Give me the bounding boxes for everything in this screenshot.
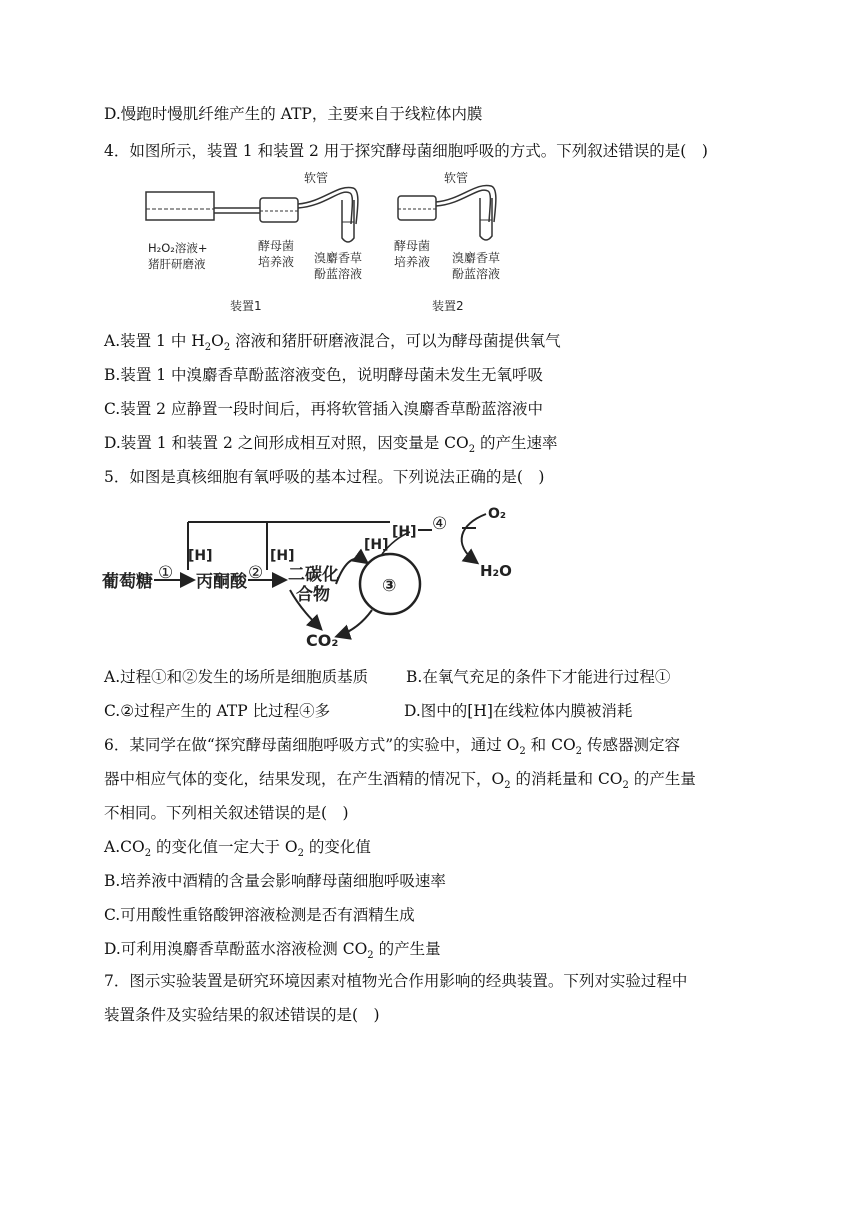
- glucose-label: 葡萄糖: [102, 572, 153, 592]
- q7-stem-line-1: 7．图示实验装置是研究环境因素对植物光合作用影响的经典装置。下列对实验过程中: [104, 972, 688, 990]
- h2o2-label-b: 猪肝研磨液: [148, 257, 206, 271]
- q3-option-d: D.慢跑时慢肌纤维产生的 ATP，主要来自于线粒体内膜: [104, 105, 483, 123]
- btb-2-label-b: 酚蓝溶液: [452, 267, 501, 281]
- c2-label-a: 二碳化: [288, 565, 339, 585]
- device-1-label: 装置1: [230, 299, 262, 313]
- step-1-label: ①: [158, 563, 174, 583]
- q4-option-a: A.装置 1 中 $H_2O_2$ 溶液和猪肝研磨液混合，可以为酵母菌提供氧气: [104, 332, 561, 354]
- q5-stem: 5．如图是真核细胞有氧呼吸的基本过程。下列说法正确的是( ): [104, 468, 545, 486]
- q6-option-c: C.可用酸性重铬酸钾溶液检测是否有酒精生成: [104, 906, 415, 924]
- q5-option-a: A.过程①和②发生的场所是细胞质基质: [104, 668, 369, 686]
- c2-label-b: 合物: [296, 585, 330, 605]
- q5-option-d: D.图中的[H]在线粒体内膜被消耗: [404, 702, 633, 720]
- yeast-2-label-b: 培养液: [394, 255, 431, 269]
- q6-stem-line-3: 不相同。下列相关叙述错误的是( ): [104, 804, 349, 822]
- arrow-o2-to-h2o: [462, 514, 486, 562]
- q6-option-d: D.可利用溴麝香草酚蓝水溶液检测 $CO_2$ 的产生量: [104, 940, 441, 962]
- hose-2-label: 软管: [444, 171, 469, 185]
- q4-figure: [138, 166, 528, 318]
- q4-stem: 4．如图所示，装置 1 和装置 2 用于探究酵母菌细胞呼吸的方式。下列叙述错误的是( ): [104, 142, 708, 160]
- q5-option-c: C.②过程产生的 ATP 比过程④多: [104, 702, 331, 720]
- q5-figure: [100, 498, 530, 656]
- yeast-2-label-a: 酵母菌: [394, 239, 431, 253]
- h-label-2: [H]: [270, 548, 295, 564]
- btb-2-label-a: 溴麝香草: [452, 251, 501, 265]
- yeast-bottle-2: [398, 196, 436, 220]
- co2-label: CO₂: [306, 631, 339, 650]
- hose-1-label: 软管: [304, 171, 329, 185]
- h-label-1: [H]: [188, 548, 213, 564]
- q4-option-d: D.装置 1 和装置 2 之间形成相互对照，因变量是 $CO_2$ 的产生速率: [104, 434, 558, 456]
- h-label-4: [H]: [392, 524, 417, 540]
- q4-option-b: B.装置 1 中溴麝香草酚蓝溶液变色，说明酵母菌未发生无氧呼吸: [104, 366, 544, 384]
- device-2-label: 装置2: [432, 299, 464, 313]
- q7-stem-line-2: 装置条件及实验结果的叙述错误的是( ): [104, 1006, 380, 1024]
- h2o-label: H₂O: [480, 562, 512, 580]
- btb-1-label-b: 酚蓝溶液: [314, 267, 363, 281]
- q6-stem-line-2: 器中相应气体的变化，结果发现，在产生酒精的情况下，$O_2$ 的消耗量和 $CO_2$ 的产生量: [104, 770, 696, 792]
- q6-option-b: B.培养液中酒精的含量会影响酵母菌细胞呼吸速率: [104, 872, 446, 890]
- arrow-cycle-to-co2: [338, 610, 372, 636]
- yeast-1-label-b: 培养液: [258, 255, 295, 269]
- btb-1-label-a: 溴麝香草: [314, 251, 363, 265]
- o2-label: O₂: [488, 506, 507, 522]
- step-4-label: ④: [432, 514, 448, 534]
- q5-option-b: B.在氧气充足的条件下才能进行过程①: [406, 668, 671, 686]
- yeast-bottle-1: [260, 198, 298, 222]
- h-label-3: [H]: [364, 537, 389, 553]
- step-3-label: ③: [382, 576, 397, 596]
- q4-option-c: C.装置 2 应静置一段时间后，再将软管插入溴麝香草酚蓝溶液中: [104, 400, 543, 418]
- q6-stem-line-1: 6．某同学在做“探究酵母菌细胞呼吸方式”的实验中，通过 $O_2$ 和 $CO_2$ 传感器测定容: [104, 736, 680, 758]
- yeast-1-label-a: 酵母菌: [258, 239, 295, 253]
- h2o2-label-a: H₂O₂溶液+: [148, 241, 208, 255]
- q6-option-a: $A.CO_2$ 的变化值一定大于 $O_2$ 的变化值: [104, 838, 371, 860]
- h2o2-container: [146, 192, 214, 220]
- pyruvate-label: 丙酮酸: [196, 572, 247, 592]
- step-2-label: ②: [248, 563, 264, 583]
